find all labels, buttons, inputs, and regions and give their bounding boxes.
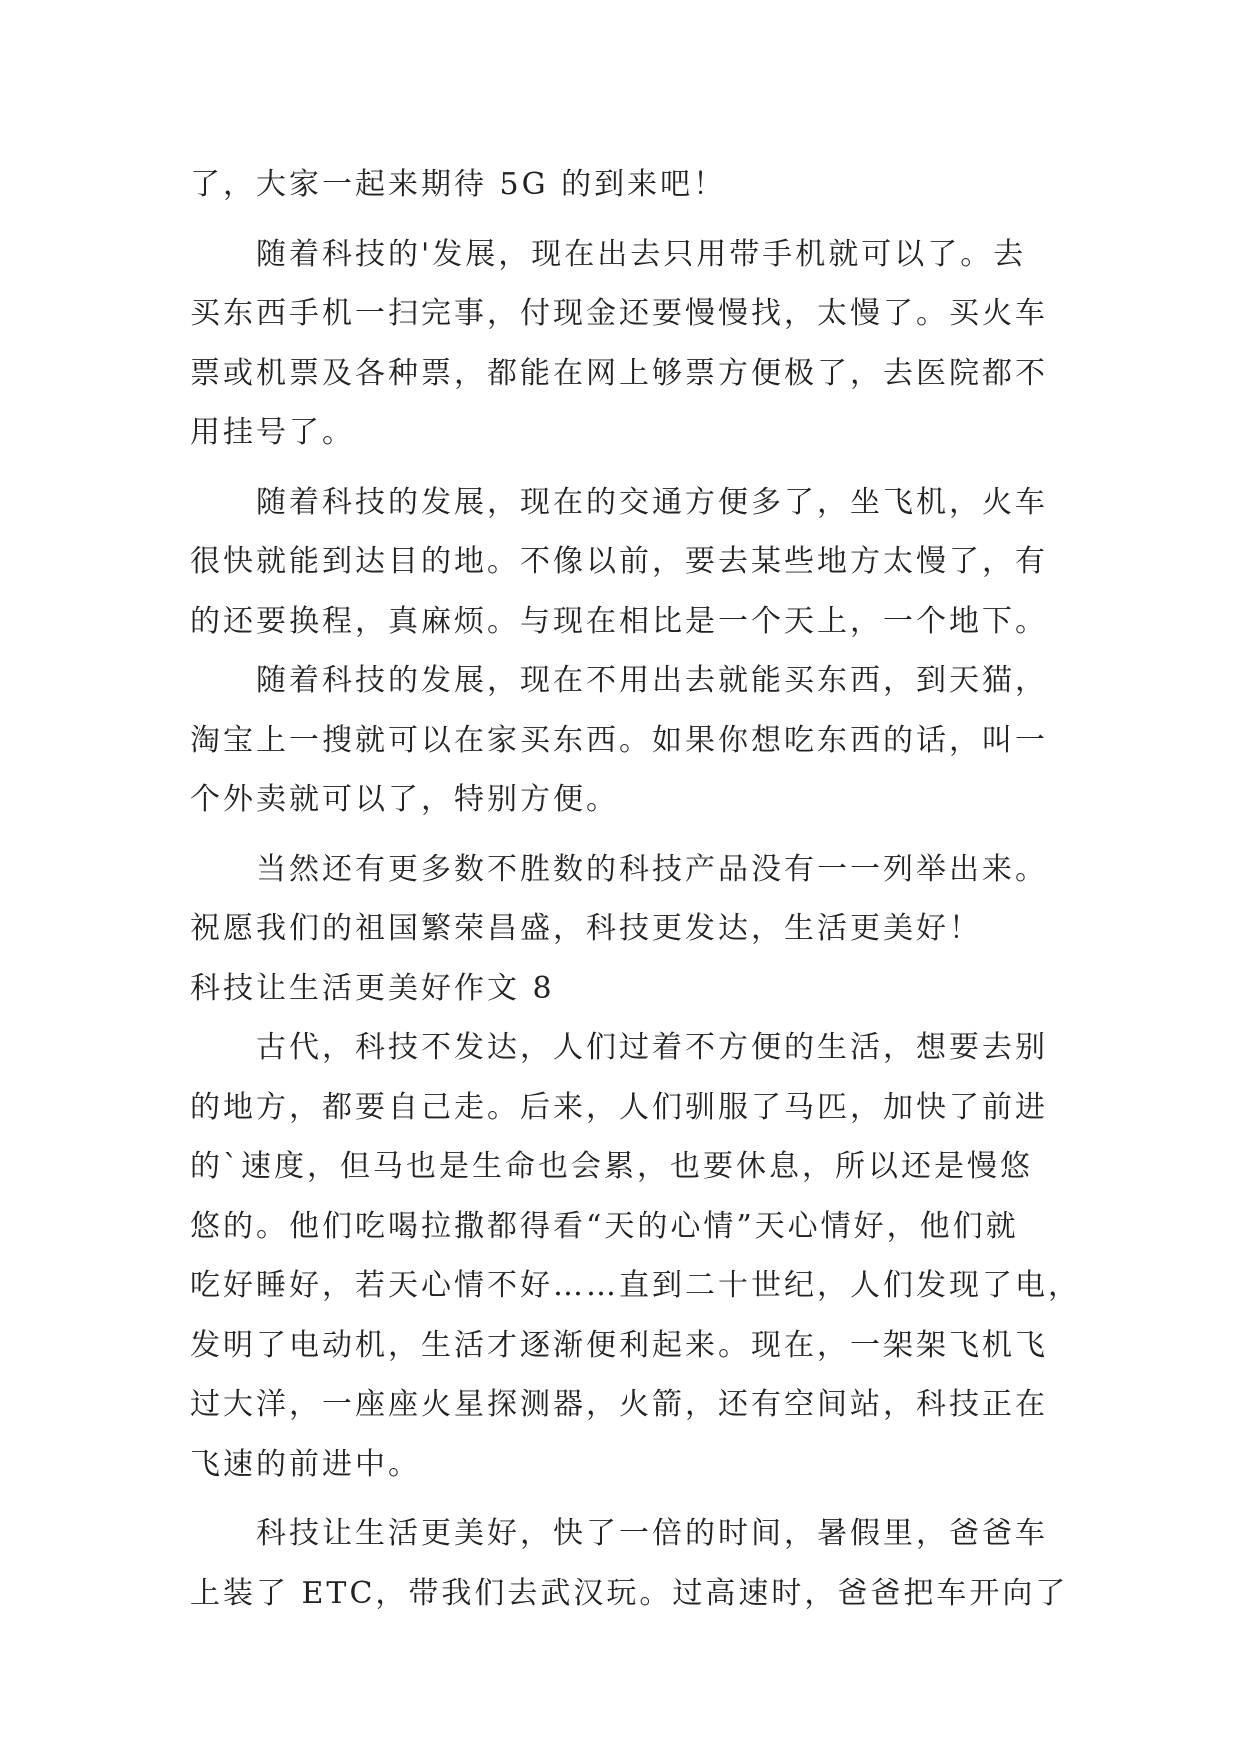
paragraph-gap (190, 463, 1070, 473)
text-line: 个外卖就可以了，特别方便。 (190, 782, 619, 817)
text-line: 的还要换程，真麻烦。与现在相比是一个天上，一个地下。 (190, 603, 1048, 639)
text-line: 用挂号了。 (190, 415, 355, 450)
text-line: 的地方，都要自己走。后来，人们驯服了马匹，加快了前进 (190, 1089, 1048, 1125)
paragraph-5g-ending (190, 155, 1070, 215)
paragraph-gap (190, 1494, 1070, 1504)
text-line: 当然还有更多数不胜数的科技产品没有一一列举出来。 (256, 851, 1048, 887)
text-line: 随着科技的'发展，现在出去只用带手机就可以了。去 (256, 236, 1027, 272)
text-line: 票或机票及各种票，都能在网上够票方便极了，去医院都不 (190, 355, 1048, 391)
text-line: 古代，科技不发达，人们过着不方便的生活，想要去别 (256, 1030, 1048, 1065)
text-line: 了，大家一起来期待 5G 的到来吧！ (190, 167, 727, 202)
text-line: 科技让生活更美好，快了一倍的时间，暑假里，爸爸车 (256, 1516, 1048, 1551)
text-line: 淘宝上一搜就可以在家买东西。如果你想吃东西的话，叫一 (190, 722, 1048, 758)
text-line: 吃好睡好，若天心情不好……直到二十世纪，人们发现了电， (190, 1268, 1081, 1303)
heading-text: 科技让生活更美好作文 8 (190, 970, 555, 1006)
text-line: 上装了 ETC，带我们去武汉玩。过高速时，爸爸把车开向了 (190, 1575, 1069, 1611)
text-line: 发明了电动机，生活才逐渐便利起来。现在，一架架飞机飞 (190, 1327, 1048, 1363)
paragraph-traffic (190, 473, 1070, 652)
paragraph-gap (190, 215, 1070, 225)
paragraph-gap (190, 830, 1070, 840)
text-line: 买东西手机一扫完事，付现金还要慢慢找，太慢了。买火车 (190, 296, 1048, 331)
paragraph-etc (190, 1504, 1070, 1623)
text-line: 随着科技的发展，现在的交通方便多了，坐飞机，火车 (256, 484, 1048, 520)
text-line: 过大洋，一座座火星探测器，火箭，还有空间站，科技正在 (190, 1387, 1048, 1422)
paragraph-phone (190, 225, 1070, 463)
section-heading (190, 959, 1070, 1019)
text-line: 飞速的前进中。 (190, 1446, 421, 1482)
text-line: 随着科技的发展，现在不用出去就能买东西，到天猫， (256, 663, 1048, 698)
text-line: 的`速度，但马也是生命也会累，也要休息，所以还是慢悠 (190, 1149, 1033, 1184)
paragraph-ancient (190, 1018, 1081, 1494)
text-line: 悠的。他们吃喝拉撒都得看“天的心情”天心情好，他们就 (190, 1208, 1019, 1244)
document-body (190, 155, 1081, 1623)
text-line: 很快就能到达目的地。不像以前，要去某些地方太慢了，有 (190, 544, 1048, 579)
paragraph-wish (190, 840, 1070, 959)
text-line: 祝愿我们的祖国繁荣昌盛，科技更发达，生活更美好！ (190, 911, 982, 946)
paragraph-shopping (190, 651, 1070, 830)
